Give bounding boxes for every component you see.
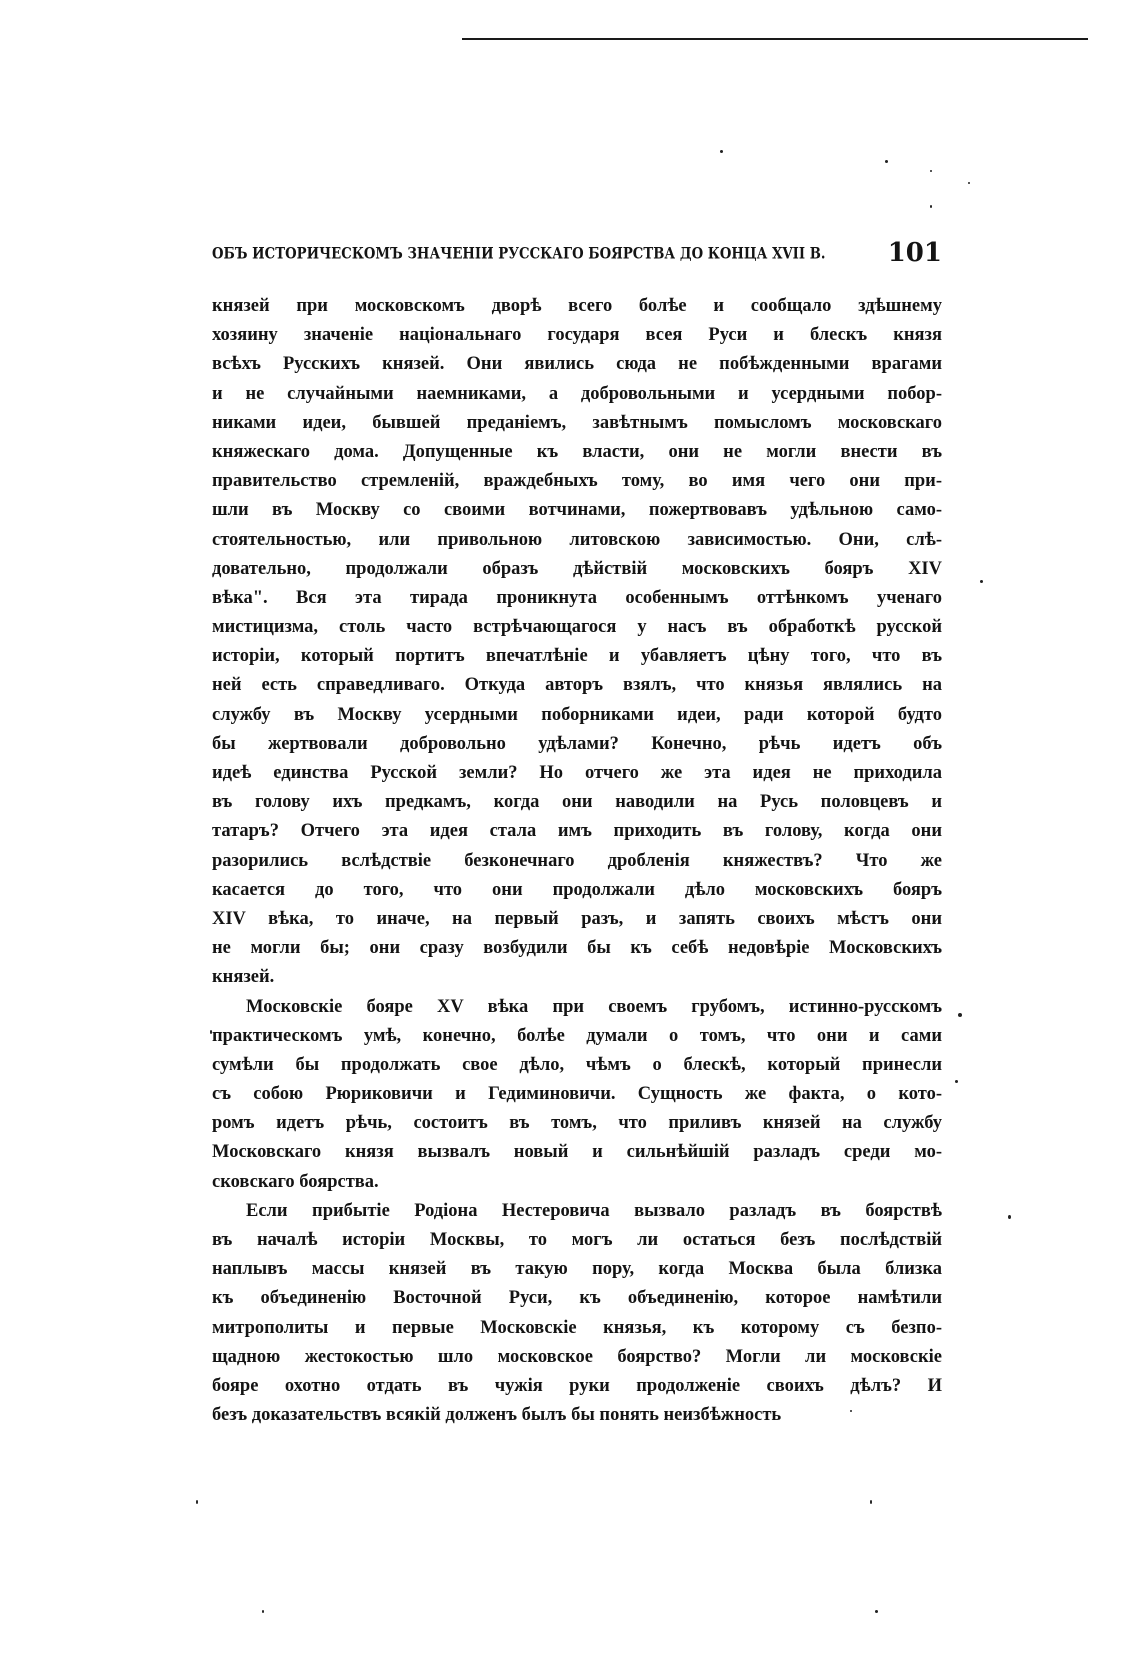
text-line: разорились вслѣдствіе безконечнаго дробленія княжествъ? Что же — [212, 850, 942, 871]
text-line: XIV вѣка, то иначе, на первый разъ, и запять своихъ мѣстъ они — [212, 908, 942, 929]
text-line: Московскіе бояре XV вѣка при своемъ грубомъ, истинно-русскомъ — [246, 996, 942, 1017]
scan-speck — [850, 1410, 852, 1412]
paragraph — [212, 993, 942, 1197]
text-line: щадною жестокостью шло московское боярство? Могли ли московскіе — [212, 1346, 942, 1367]
text-line: сковскаго боярства. — [212, 1171, 379, 1192]
text-line: Если прибытіе Родіона Нестеровича вызвало разладъ въ боярствѣ — [246, 1200, 942, 1221]
text-line: службу въ Москву усердными поборниками идеи, ради которой будто — [212, 704, 942, 725]
scan-speck — [930, 205, 932, 208]
text-line: въ голову ихъ предкамъ, когда они наводили на Русь половцевъ и — [212, 792, 942, 813]
text-line: правительство стремленій, враждебныхъ тому, во имя чего они при- — [212, 471, 942, 492]
scan-speck — [980, 580, 983, 583]
text-line: и не случайными наемниками, а добровольными и усердными побор- — [212, 383, 942, 404]
body-text — [212, 292, 942, 1430]
text-line: наплывъ массы князей въ такую пору, когда Москва была близка — [212, 1259, 942, 1280]
text-line: безъ доказательствъ всякій долженъ былъ бы понять неизбѣжность — [212, 1405, 782, 1426]
scan-speck — [262, 1610, 264, 1613]
scan-speck — [875, 1610, 878, 1613]
text-line: не могли бы; они сразу возбудили бы къ себѣ недовѣріе Московскихъ — [212, 938, 942, 959]
text-line: касается до того, что они продолжали дѣло московскихъ бояръ — [212, 879, 942, 900]
scan-speck — [720, 150, 723, 153]
text-line: къ объединенію Восточной Руси, къ объединенію, которое намѣтили — [212, 1288, 942, 1309]
text-line: съ собою Рюриковичи и Гедиминовичи. Сущность же факта, о кото- — [212, 1084, 942, 1105]
scan-speck — [870, 1500, 872, 1504]
text-line: никами идеи, бывшей преданіемъ, завѣтнымъ помысломъ московскаго — [212, 412, 942, 433]
text-line: хозяину значеніе національнаго государя всея Руси и блескъ князя — [212, 325, 942, 346]
text-line: исторіи, который портитъ впечатлѣніе и убавляетъ цѣну того, что въ — [212, 646, 942, 667]
text-line: Московскаго князя вызвалъ новый и сильнѣйшій разладъ среди мо- — [212, 1142, 942, 1163]
scan-speck — [885, 160, 888, 163]
text-line: идеѣ единства Русской земли? Но отчего же эта идея не приходила — [212, 763, 942, 783]
text-line: довательно, продолжали образъ дѣйствій московскихъ бояръ XIV — [212, 558, 942, 579]
paragraph — [212, 292, 942, 993]
text-line: мистицизма, столь часто встрѣчающагося у насъ въ обработкѣ русской — [212, 617, 942, 638]
text-line: вѣка". Вся эта тирада проникнута особеннымъ оттѣнкомъ ученаго — [212, 587, 942, 608]
text-line: практическомъ умѣ, конечно, болѣе думали о томъ, что они и сами — [212, 1025, 942, 1046]
running-title: ОБЪ ИСТОРИЧЕСКОМЪ ЗНАЧЕНІИ РУССКАГО БОЯРСТВА ДО КОНЦА XVII В. — [212, 245, 826, 263]
page-number: 101 — [887, 238, 942, 268]
paragraph — [212, 1197, 942, 1431]
text-line: ромъ идетъ рѣчь, состоитъ въ томъ, что приливъ князей на службу — [212, 1113, 942, 1134]
scan-speck — [930, 170, 932, 172]
text-line: въ началѣ исторіи Москвы, то могъ ли остаться безъ послѣдствій — [212, 1230, 942, 1250]
running-head — [212, 238, 942, 272]
text-line: всѣхъ Русскихъ князей. Они явились сюда не побѣжденными врагами — [212, 354, 942, 375]
text-line: митрополиты и первые Московскіе князья, къ которому съ безпо- — [212, 1317, 942, 1338]
text-line: сумѣли бы продолжать свое дѣло, чѣмъ о блескѣ, который принесли — [212, 1054, 942, 1075]
text-line: ней есть справедливаго. Откуда авторъ взялъ, что князья являлись на — [212, 675, 942, 696]
text-line: князей. — [212, 967, 275, 988]
text-line: татаръ? Отчего эта идея стала имъ приходить въ голову, когда они — [212, 821, 942, 842]
scan-speck — [958, 1013, 962, 1017]
text-line: князей при московскомъ дворѣ всего болѣе и сообщало здѣшнему — [212, 296, 942, 316]
text-line: княжескаго дома. Допущенные къ власти, они не могли внести въ — [212, 441, 942, 462]
text-line: бы жертвовали добровольно удѣлами? Конечно, рѣчь идетъ объ — [212, 733, 942, 754]
scan-speck — [1008, 1215, 1011, 1219]
top-rule — [462, 38, 1088, 40]
scan-speck — [210, 1030, 212, 1034]
text-line: стоятельностью, или привольною литовскою зависимостью. Они, слѣ- — [212, 529, 942, 550]
text-line: бояре охотно отдать въ чужія руки продолженіе своихъ дѣлъ? И — [212, 1375, 942, 1396]
scan-speck — [196, 1500, 198, 1504]
scan-speck — [968, 182, 970, 184]
text-line: шли въ Москву со своими вотчинами, пожертвовавъ удѣльною само- — [212, 500, 942, 521]
scan-speck — [955, 1080, 958, 1083]
